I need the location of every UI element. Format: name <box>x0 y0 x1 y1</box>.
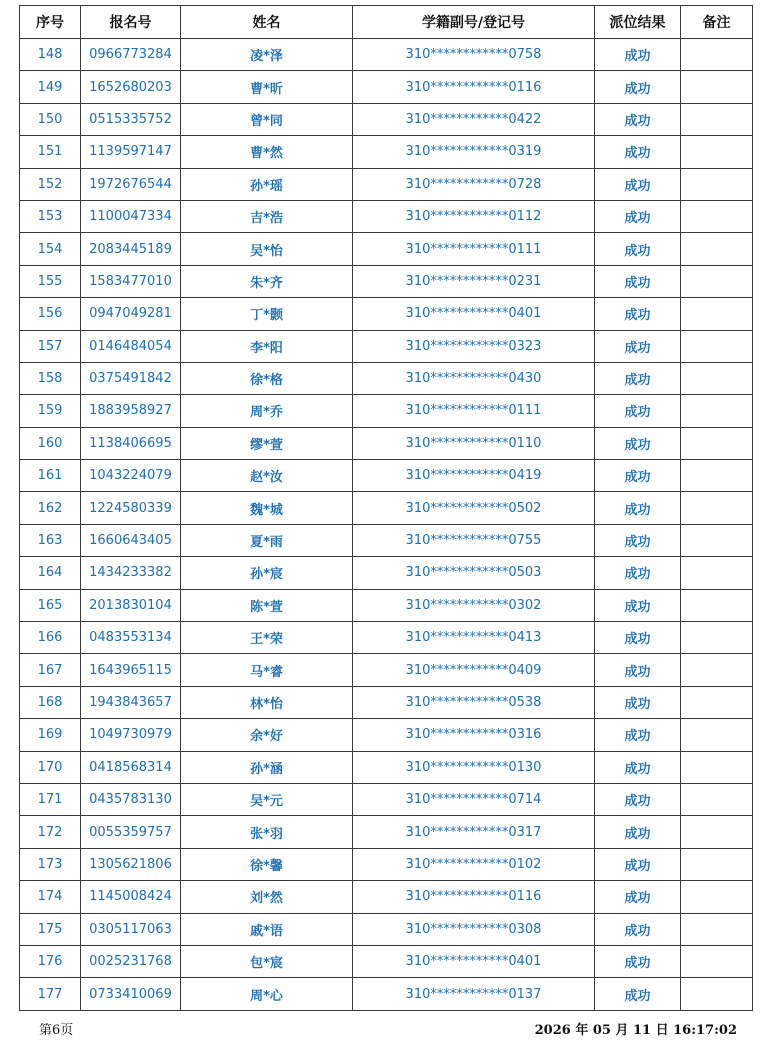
remarks <box>681 492 753 524</box>
student-name: 林*怡 <box>181 686 353 718</box>
remarks <box>681 881 753 913</box>
row-index: 167 <box>20 654 81 686</box>
registration-number: 1305621806 <box>81 848 181 880</box>
table-row <box>20 816 753 848</box>
table-row <box>20 622 753 654</box>
registration-number: 1643965115 <box>81 654 181 686</box>
registration-number: 1224580339 <box>81 492 181 524</box>
assignment-result: 成功 <box>595 686 681 718</box>
student-name: 王*荣 <box>181 622 353 654</box>
remarks <box>681 654 753 686</box>
student-id: 310************0503 <box>353 557 595 589</box>
table-row <box>20 751 753 783</box>
row-index: 154 <box>20 233 81 265</box>
assignment-result: 成功 <box>595 233 681 265</box>
remarks <box>681 265 753 297</box>
assignment-result: 成功 <box>595 362 681 394</box>
row-index: 164 <box>20 557 81 589</box>
student-id: 310************0317 <box>353 816 595 848</box>
remarks <box>681 945 753 977</box>
table-row <box>20 103 753 135</box>
assignment-result: 成功 <box>595 654 681 686</box>
results-table <box>19 5 753 1011</box>
registration-number: 1883958927 <box>81 395 181 427</box>
student-id: 310************0112 <box>353 200 595 232</box>
table-row <box>20 136 753 168</box>
student-id: 310************0728 <box>353 168 595 200</box>
student-name: 徐*馨 <box>181 848 353 880</box>
student-id: 310************0316 <box>353 719 595 751</box>
table-row <box>20 492 753 524</box>
assignment-result: 成功 <box>595 39 681 71</box>
header-remarks: 备注 <box>681 6 753 39</box>
student-id: 310************0111 <box>353 233 595 265</box>
assignment-result: 成功 <box>595 913 681 945</box>
student-id: 310************0502 <box>353 492 595 524</box>
student-id: 310************0323 <box>353 330 595 362</box>
student-id: 310************0714 <box>353 783 595 815</box>
student-name: 余*好 <box>181 719 353 751</box>
student-name: 戚*语 <box>181 913 353 945</box>
row-index: 156 <box>20 298 81 330</box>
table-row <box>20 686 753 718</box>
student-id: 310************0302 <box>353 589 595 621</box>
registration-number: 0515335752 <box>81 103 181 135</box>
row-index: 162 <box>20 492 81 524</box>
remarks <box>681 589 753 621</box>
row-index: 177 <box>20 978 81 1010</box>
student-id: 310************0409 <box>353 654 595 686</box>
assignment-result: 成功 <box>595 589 681 621</box>
assignment-result: 成功 <box>595 848 681 880</box>
row-index: 158 <box>20 362 81 394</box>
remarks <box>681 71 753 103</box>
row-index: 166 <box>20 622 81 654</box>
row-index: 161 <box>20 460 81 492</box>
assignment-result: 成功 <box>595 622 681 654</box>
remarks <box>681 816 753 848</box>
student-name: 孙*涵 <box>181 751 353 783</box>
student-name: 朱*齐 <box>181 265 353 297</box>
student-name: 夏*雨 <box>181 524 353 556</box>
student-id: 310************0419 <box>353 460 595 492</box>
row-index: 173 <box>20 848 81 880</box>
table-header-row <box>20 6 753 39</box>
row-index: 148 <box>20 39 81 71</box>
student-name: 丁*颢 <box>181 298 353 330</box>
table-row <box>20 881 753 913</box>
registration-number: 1652680203 <box>81 71 181 103</box>
registration-number: 0733410069 <box>81 978 181 1010</box>
student-name: 曹*昕 <box>181 71 353 103</box>
student-name: 吉*浩 <box>181 200 353 232</box>
student-id: 310************0755 <box>353 524 595 556</box>
remarks <box>681 168 753 200</box>
registration-number: 0435783130 <box>81 783 181 815</box>
registration-number: 0947049281 <box>81 298 181 330</box>
registration-number: 0483553134 <box>81 622 181 654</box>
student-id: 310************0319 <box>353 136 595 168</box>
student-name: 孙*宸 <box>181 557 353 589</box>
row-index: 165 <box>20 589 81 621</box>
assignment-result: 成功 <box>595 427 681 459</box>
assignment-result: 成功 <box>595 557 681 589</box>
student-name: 包*宸 <box>181 945 353 977</box>
registration-number: 0966773284 <box>81 39 181 71</box>
remarks <box>681 427 753 459</box>
table-row <box>20 200 753 232</box>
remarks <box>681 362 753 394</box>
remarks <box>681 622 753 654</box>
header-assignment-result: 派位结果 <box>595 6 681 39</box>
student-name: 曾*同 <box>181 103 353 135</box>
remarks <box>681 557 753 589</box>
student-name: 吴*元 <box>181 783 353 815</box>
generated-timestamp: 2026 年 05 月 11 日 16:17:02 <box>534 1023 737 1038</box>
row-index: 155 <box>20 265 81 297</box>
registration-number: 1972676544 <box>81 168 181 200</box>
student-id: 310************0130 <box>353 751 595 783</box>
registration-number: 2013830104 <box>81 589 181 621</box>
table-row <box>20 330 753 362</box>
registration-number: 0025231768 <box>81 945 181 977</box>
remarks <box>681 330 753 362</box>
header-registration-number: 报名号 <box>81 6 181 39</box>
table-row <box>20 427 753 459</box>
registration-number: 1100047334 <box>81 200 181 232</box>
student-id: 310************0116 <box>353 71 595 103</box>
student-id: 310************0430 <box>353 362 595 394</box>
registration-number: 0418568314 <box>81 751 181 783</box>
assignment-result: 成功 <box>595 524 681 556</box>
remarks <box>681 460 753 492</box>
registration-number: 1138406695 <box>81 427 181 459</box>
table-row <box>20 39 753 71</box>
remarks <box>681 978 753 1010</box>
student-name: 凌*泽 <box>181 39 353 71</box>
table-row <box>20 589 753 621</box>
assignment-result: 成功 <box>595 816 681 848</box>
assignment-result: 成功 <box>595 783 681 815</box>
student-id: 310************0102 <box>353 848 595 880</box>
table-row <box>20 233 753 265</box>
row-index: 152 <box>20 168 81 200</box>
student-name: 孙*瑶 <box>181 168 353 200</box>
student-name: 刘*然 <box>181 881 353 913</box>
registration-number: 0146484054 <box>81 330 181 362</box>
row-index: 175 <box>20 913 81 945</box>
table-row <box>20 913 753 945</box>
student-id: 310************0308 <box>353 913 595 945</box>
row-index: 153 <box>20 200 81 232</box>
assignment-result: 成功 <box>595 395 681 427</box>
assignment-result: 成功 <box>595 265 681 297</box>
row-index: 159 <box>20 395 81 427</box>
remarks <box>681 233 753 265</box>
student-name: 李*阳 <box>181 330 353 362</box>
row-index: 168 <box>20 686 81 718</box>
student-name: 张*羽 <box>181 816 353 848</box>
assignment-result: 成功 <box>595 460 681 492</box>
table-row <box>20 168 753 200</box>
remarks <box>681 395 753 427</box>
assignment-result: 成功 <box>595 71 681 103</box>
header-student-id: 学籍副号/登记号 <box>353 6 595 39</box>
assignment-result: 成功 <box>595 200 681 232</box>
remarks <box>681 103 753 135</box>
remarks <box>681 686 753 718</box>
registration-number: 1434233382 <box>81 557 181 589</box>
student-id: 310************0116 <box>353 881 595 913</box>
remarks <box>681 751 753 783</box>
assignment-result: 成功 <box>595 751 681 783</box>
student-id: 310************0111 <box>353 395 595 427</box>
assignment-result: 成功 <box>595 330 681 362</box>
table-row <box>20 978 753 1010</box>
table-row <box>20 524 753 556</box>
page-number: 第6页 <box>39 1023 74 1038</box>
student-id: 310************0110 <box>353 427 595 459</box>
registration-number: 1583477010 <box>81 265 181 297</box>
remarks <box>681 136 753 168</box>
remarks <box>681 719 753 751</box>
table-row <box>20 783 753 815</box>
student-id: 310************0401 <box>353 298 595 330</box>
registration-number: 1043224079 <box>81 460 181 492</box>
table-row <box>20 460 753 492</box>
table-row <box>20 945 753 977</box>
table-row <box>20 395 753 427</box>
row-index: 160 <box>20 427 81 459</box>
registration-number: 0375491842 <box>81 362 181 394</box>
student-id: 310************0231 <box>353 265 595 297</box>
student-id: 310************0401 <box>353 945 595 977</box>
row-index: 174 <box>20 881 81 913</box>
assignment-result: 成功 <box>595 945 681 977</box>
student-id: 310************0538 <box>353 686 595 718</box>
student-id: 310************0413 <box>353 622 595 654</box>
remarks <box>681 913 753 945</box>
row-index: 163 <box>20 524 81 556</box>
registration-number: 0055359757 <box>81 816 181 848</box>
student-name: 缪*萱 <box>181 427 353 459</box>
student-name: 赵*汝 <box>181 460 353 492</box>
student-name: 徐*格 <box>181 362 353 394</box>
remarks <box>681 848 753 880</box>
student-id: 310************0422 <box>353 103 595 135</box>
remarks <box>681 200 753 232</box>
table-row <box>20 265 753 297</box>
assignment-result: 成功 <box>595 298 681 330</box>
row-index: 169 <box>20 719 81 751</box>
assignment-result: 成功 <box>595 136 681 168</box>
table-row <box>20 654 753 686</box>
registration-number: 2083445189 <box>81 233 181 265</box>
row-index: 176 <box>20 945 81 977</box>
student-name: 马*睿 <box>181 654 353 686</box>
assignment-result: 成功 <box>595 103 681 135</box>
remarks <box>681 524 753 556</box>
student-name: 曹*然 <box>181 136 353 168</box>
student-id: 310************0758 <box>353 39 595 71</box>
row-index: 157 <box>20 330 81 362</box>
remarks <box>681 298 753 330</box>
student-name: 周*心 <box>181 978 353 1010</box>
header-name: 姓名 <box>181 6 353 39</box>
table-row <box>20 557 753 589</box>
table-row <box>20 362 753 394</box>
student-id: 310************0137 <box>353 978 595 1010</box>
registration-number: 0305117063 <box>81 913 181 945</box>
assignment-result: 成功 <box>595 492 681 524</box>
registration-number: 1943843657 <box>81 686 181 718</box>
assignment-result: 成功 <box>595 719 681 751</box>
row-index: 150 <box>20 103 81 135</box>
student-name: 周*乔 <box>181 395 353 427</box>
row-index: 170 <box>20 751 81 783</box>
student-name: 陈*萱 <box>181 589 353 621</box>
row-index: 171 <box>20 783 81 815</box>
student-name: 魏*城 <box>181 492 353 524</box>
table-row <box>20 719 753 751</box>
row-index: 172 <box>20 816 81 848</box>
header-index: 序号 <box>20 6 81 39</box>
remarks <box>681 39 753 71</box>
row-index: 149 <box>20 71 81 103</box>
student-name: 吴*怡 <box>181 233 353 265</box>
table-body <box>20 39 753 1011</box>
assignment-result: 成功 <box>595 881 681 913</box>
remarks <box>681 783 753 815</box>
registration-number: 1049730979 <box>81 719 181 751</box>
assignment-result: 成功 <box>595 978 681 1010</box>
row-index: 151 <box>20 136 81 168</box>
assignment-result: 成功 <box>595 168 681 200</box>
table-row <box>20 298 753 330</box>
table-row <box>20 848 753 880</box>
registration-number: 1145008424 <box>81 881 181 913</box>
registration-number: 1660643405 <box>81 524 181 556</box>
table-row <box>20 71 753 103</box>
registration-number: 1139597147 <box>81 136 181 168</box>
